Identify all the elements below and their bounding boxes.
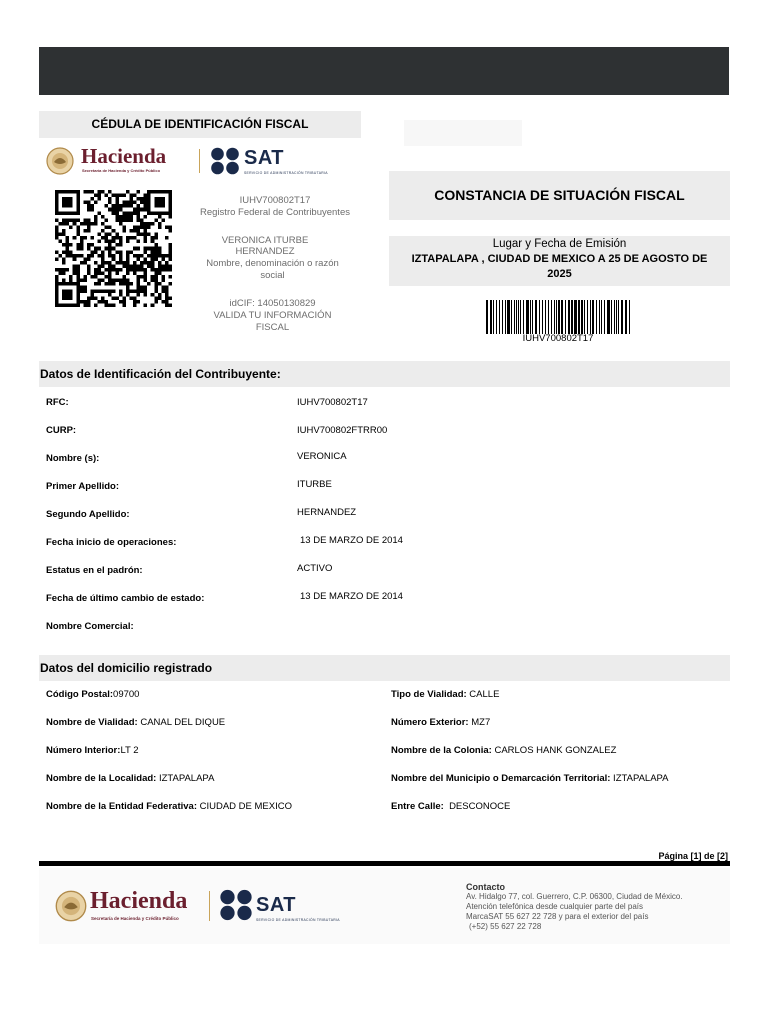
entre-calle-value: DESCONOCE	[443, 801, 511, 812]
codigo-postal-label: Código Postal:	[46, 689, 114, 700]
emission-value-line-1: IZTAPALAPA , CIUDAD DE MEXICO A 25 DE AGOSTO DE	[411, 253, 708, 265]
contact-marcasat: MarcaSAT 55 627 22 728 y para el exterior del país	[466, 912, 649, 921]
codigo-postal-value: 09700	[113, 689, 140, 700]
segundo-apellido-value: HERNANDEZ	[297, 507, 357, 518]
entre-calle-field	[391, 801, 510, 812]
cedula-title: CÉDULA DE IDENTIFICACIÓN FISCAL	[39, 111, 361, 138]
vialidad-value: CANAL DEL DIQUE	[137, 717, 226, 728]
tipo-vialidad-label: Tipo de Vialidad:	[391, 689, 467, 700]
contact-international: (+52) 55 627 22 728	[469, 922, 542, 931]
colonia-label: Nombre de la Colonia:	[391, 745, 492, 756]
barcode-label: IUHV700802T17	[522, 333, 594, 344]
sat-dots-icon	[210, 147, 240, 175]
municipio-label: Nombre del Municipio o Demarcación Territorial:	[391, 773, 611, 784]
logo-divider	[199, 149, 200, 173]
footer-rule	[39, 861, 730, 866]
contact-title: Contacto	[466, 882, 505, 892]
curp-value: IUHV700802FTRR00	[297, 425, 388, 436]
estatus-value: ACTIVO	[297, 563, 333, 574]
fecha-inicio-value: 13 DE MARZO DE 2014	[300, 535, 403, 546]
address-title-text: Datos del domicilio registrado	[40, 661, 213, 675]
name-line-2: HERNANDEZ	[235, 246, 295, 257]
tipo-vialidad-field	[391, 689, 499, 700]
footer-sat-subtitle: SERVICIO DE ADMINISTRACIÓN TRIBUTARIA	[256, 918, 340, 922]
numero-exterior-field	[391, 717, 490, 728]
valida-line-1: VALIDA TU INFORMACIÓN	[213, 310, 332, 321]
footer-hacienda-text: Hacienda	[90, 888, 188, 914]
rfc-field-value: IUHV700802T17	[297, 397, 368, 408]
fecha-inicio-label: Fecha inicio de operaciones:	[46, 537, 177, 548]
name-caption-line-1: Nombre, denominación o razón	[206, 258, 339, 269]
colonia-field	[391, 745, 616, 756]
mexico-seal-icon	[45, 146, 75, 176]
municipio-field	[391, 773, 669, 784]
numero-exterior-label: Número Exterior:	[391, 717, 469, 728]
numero-interior-field	[46, 745, 139, 756]
footer-logos	[39, 876, 439, 936]
vialidad-field	[46, 717, 225, 728]
emission-box	[389, 236, 730, 286]
numero-exterior-value: MZ7	[468, 717, 491, 728]
name-line-1: VERONICA ITURBE	[221, 235, 309, 246]
top-header-bar	[39, 47, 729, 95]
barcode	[485, 300, 631, 334]
ultimo-cambio-value: 13 DE MARZO DE 2014	[300, 591, 403, 602]
curp-label: CURP:	[46, 425, 77, 436]
entidad-field	[46, 801, 292, 812]
nombre-value: VERONICA	[297, 451, 347, 462]
blank-panel	[404, 120, 522, 146]
rfc-label: RFC:	[46, 397, 69, 408]
hacienda-logo-text: Hacienda	[81, 144, 167, 168]
emission-label: Lugar y Fecha de Emisión	[492, 238, 627, 250]
primer-apellido-label: Primer Apellido:	[46, 481, 120, 492]
emission-value-line-2: 2025	[547, 268, 572, 280]
rfc-value: IUHV700802T17	[239, 195, 311, 206]
ultimo-cambio-label: Fecha de último cambio de estado:	[46, 593, 205, 604]
localidad-field	[46, 773, 214, 784]
numero-interior-label: Número Interior:	[46, 745, 121, 756]
qr-code	[55, 190, 172, 307]
estatus-label: Estatus en el padrón:	[46, 565, 143, 576]
sat-dots-icon	[219, 889, 253, 921]
tipo-vialidad-value: CALLE	[466, 689, 500, 700]
primer-apellido-value: ITURBE	[297, 479, 332, 490]
entre-calle-label: Entre Calle:	[391, 801, 444, 812]
sat-logo-text: SAT	[244, 147, 285, 169]
footer-hacienda-subtitle: Secretaría de Hacienda y Crédito Público	[91, 916, 179, 921]
contact-phone-info: Atención telefónica desde cualquier parte del país	[466, 902, 644, 911]
nombre-label: Nombre (s):	[46, 453, 100, 464]
identification-title-text: Datos de Identificación del Contribuyente:	[40, 367, 281, 381]
mexico-seal-icon	[54, 889, 88, 923]
page-number: Página [1] de [2]	[658, 851, 728, 861]
footer-sat-text: SAT	[256, 894, 297, 916]
hacienda-logo-subtitle: Secretaría de Hacienda y Crédito Público	[82, 168, 161, 173]
idcif-value: idCIF: 14050130829	[229, 298, 316, 309]
nombre-comercial-label: Nombre Comercial:	[46, 621, 134, 632]
identification-section-title	[39, 361, 730, 387]
segundo-apellido-label: Segundo Apellido:	[46, 509, 130, 520]
numero-interior-value: LT 2	[120, 745, 139, 756]
logos-header	[39, 142, 355, 178]
address-section-title	[39, 655, 730, 681]
rfc-caption: Registro Federal de Contribuyentes	[200, 207, 350, 218]
contact-block	[466, 882, 726, 932]
name-caption-line-2: social	[260, 270, 285, 281]
localidad-label: Nombre de la Localidad:	[46, 773, 157, 784]
vialidad-label: Nombre de Vialidad:	[46, 717, 138, 728]
footer-logo-divider	[209, 891, 210, 921]
constancia-title: CONSTANCIA DE SITUACIÓN FISCAL	[389, 171, 730, 220]
municipio-value: IZTAPALAPA	[610, 773, 669, 784]
contact-address: Av. Hidalgo 77, col. Guerrero, C.P. 06300, Ciudad de México.	[466, 892, 683, 901]
valida-line-2: FISCAL	[255, 322, 290, 333]
localidad-value: IZTAPALAPA	[156, 773, 215, 784]
sat-logo-subtitle: SERVICIO DE ADMINISTRACIÓN TRIBUTARIA	[244, 171, 328, 175]
codigo-postal-field	[46, 689, 139, 700]
entidad-value: CIUDAD DE MEXICO	[196, 801, 292, 812]
colonia-value: CARLOS HANK GONZALEZ	[491, 745, 617, 756]
entidad-label: Nombre de la Entidad Federativa:	[46, 801, 197, 812]
